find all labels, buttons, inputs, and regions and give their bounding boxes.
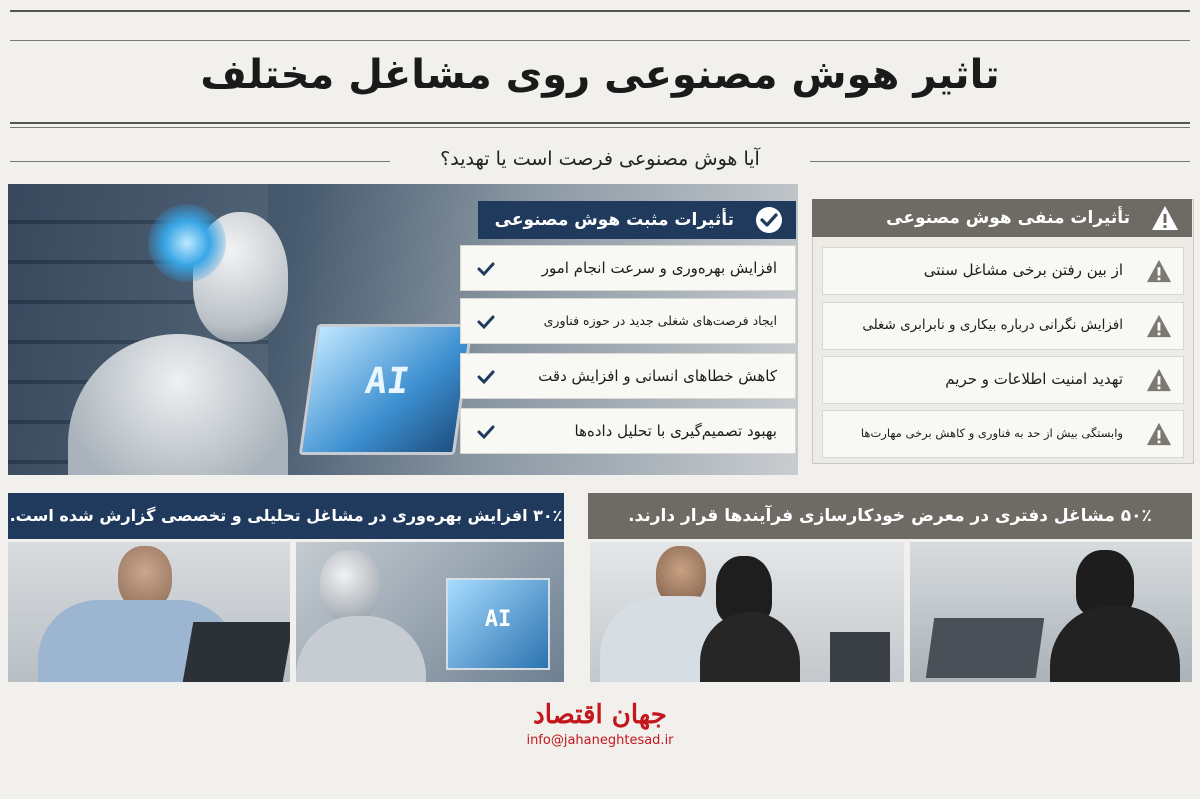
negative-header: [812, 199, 1192, 237]
glowing-brain-icon: [148, 204, 226, 282]
positive-title: تأثیرات مثبت هوش مصنوعی: [494, 210, 734, 230]
negative-item-4: [822, 410, 1184, 458]
check-circle-icon: [754, 205, 784, 235]
checkmark-icon: [475, 258, 497, 280]
office-team-photo: [590, 542, 904, 682]
negative-item-2: [822, 302, 1184, 350]
laptop-icon-call: [926, 618, 1044, 678]
page-title: تاثیر هوش مصنوعی روی مشاغل مختلف: [200, 52, 1000, 98]
positive-item-4: [460, 408, 796, 454]
title-bottom-rule-thin: [10, 127, 1190, 128]
top-rule: [10, 10, 1190, 12]
negative-item-3: [822, 356, 1184, 404]
negative-title: تأثیرات منفی هوش مصنوعی: [886, 208, 1130, 228]
warning-icon: [1145, 313, 1173, 339]
negative-item-1: [822, 247, 1184, 295]
subtitle: آیا هوش مصنوعی فرصت است یا تهدید؟: [426, 148, 774, 170]
robot-laptop-photo: [296, 542, 564, 682]
robot-head-small: [320, 550, 380, 622]
positive-item-3: [460, 353, 796, 399]
positive-item-text: ایجاد فرصت‌های شغلی جدید در حوزه فناوری: [543, 313, 777, 328]
warning-icon: [1145, 421, 1173, 447]
positive-item-text: بهبود تصمیم‌گیری با تحلیل داده‌ها: [574, 422, 777, 440]
automation-banner: ۵۰٪ مشاغل دفتری در معرض خودکارسازی فرآیندها قرار دارند.: [588, 493, 1192, 539]
negative-item-text: افزایش نگرانی درباره بیکاری و نابرابری شغلی: [862, 317, 1123, 333]
positive-item-text: کاهش خطاهای انسانی و افزایش دقت: [538, 367, 777, 385]
negative-item-text: وابستگی بیش از حد به فناوری و کاهش برخی مهارت‌ها: [860, 426, 1123, 440]
checkmark-icon: [475, 421, 497, 443]
negative-item-text: از بین رفتن برخی مشاغل سنتی: [923, 261, 1123, 279]
laptop-icon: [183, 622, 290, 682]
checkmark-icon: [475, 311, 497, 333]
subtitle-row: [0, 148, 1200, 174]
productivity-banner: ۳۰٪ افزایش بهره‌وری در مشاغل تحلیلی و تخصصی گزارش شده است.: [8, 493, 564, 539]
warning-icon: [1145, 258, 1173, 284]
warning-icon: [1145, 367, 1173, 393]
call-center-photo: [910, 542, 1192, 682]
stressed-worker-photo: [8, 542, 290, 682]
title-bottom-rule: [10, 122, 1190, 124]
positive-item-1: [460, 245, 796, 291]
robot-body-small: [296, 616, 426, 682]
logo: جهان اقتصاد: [533, 700, 667, 730]
contact-email[interactable]: info@jahaneghtesad.ir: [526, 733, 674, 748]
checkmark-icon: [475, 366, 497, 388]
laptop-icon-office: [830, 632, 890, 682]
negative-item-text: تهدید امنیت اطلاعات و حریم: [945, 370, 1123, 388]
ai-screen: AI: [446, 578, 550, 670]
warning-triangle-icon: [1150, 203, 1180, 233]
positive-header: [478, 201, 796, 239]
positive-item-2: [460, 298, 796, 344]
operator-body: [1050, 606, 1180, 682]
positive-item-text: افزایش بهره‌وری و سرعت انجام امور: [541, 259, 777, 277]
ai-laptop-screen: AI: [299, 324, 473, 455]
title-top-rule: [10, 40, 1190, 41]
